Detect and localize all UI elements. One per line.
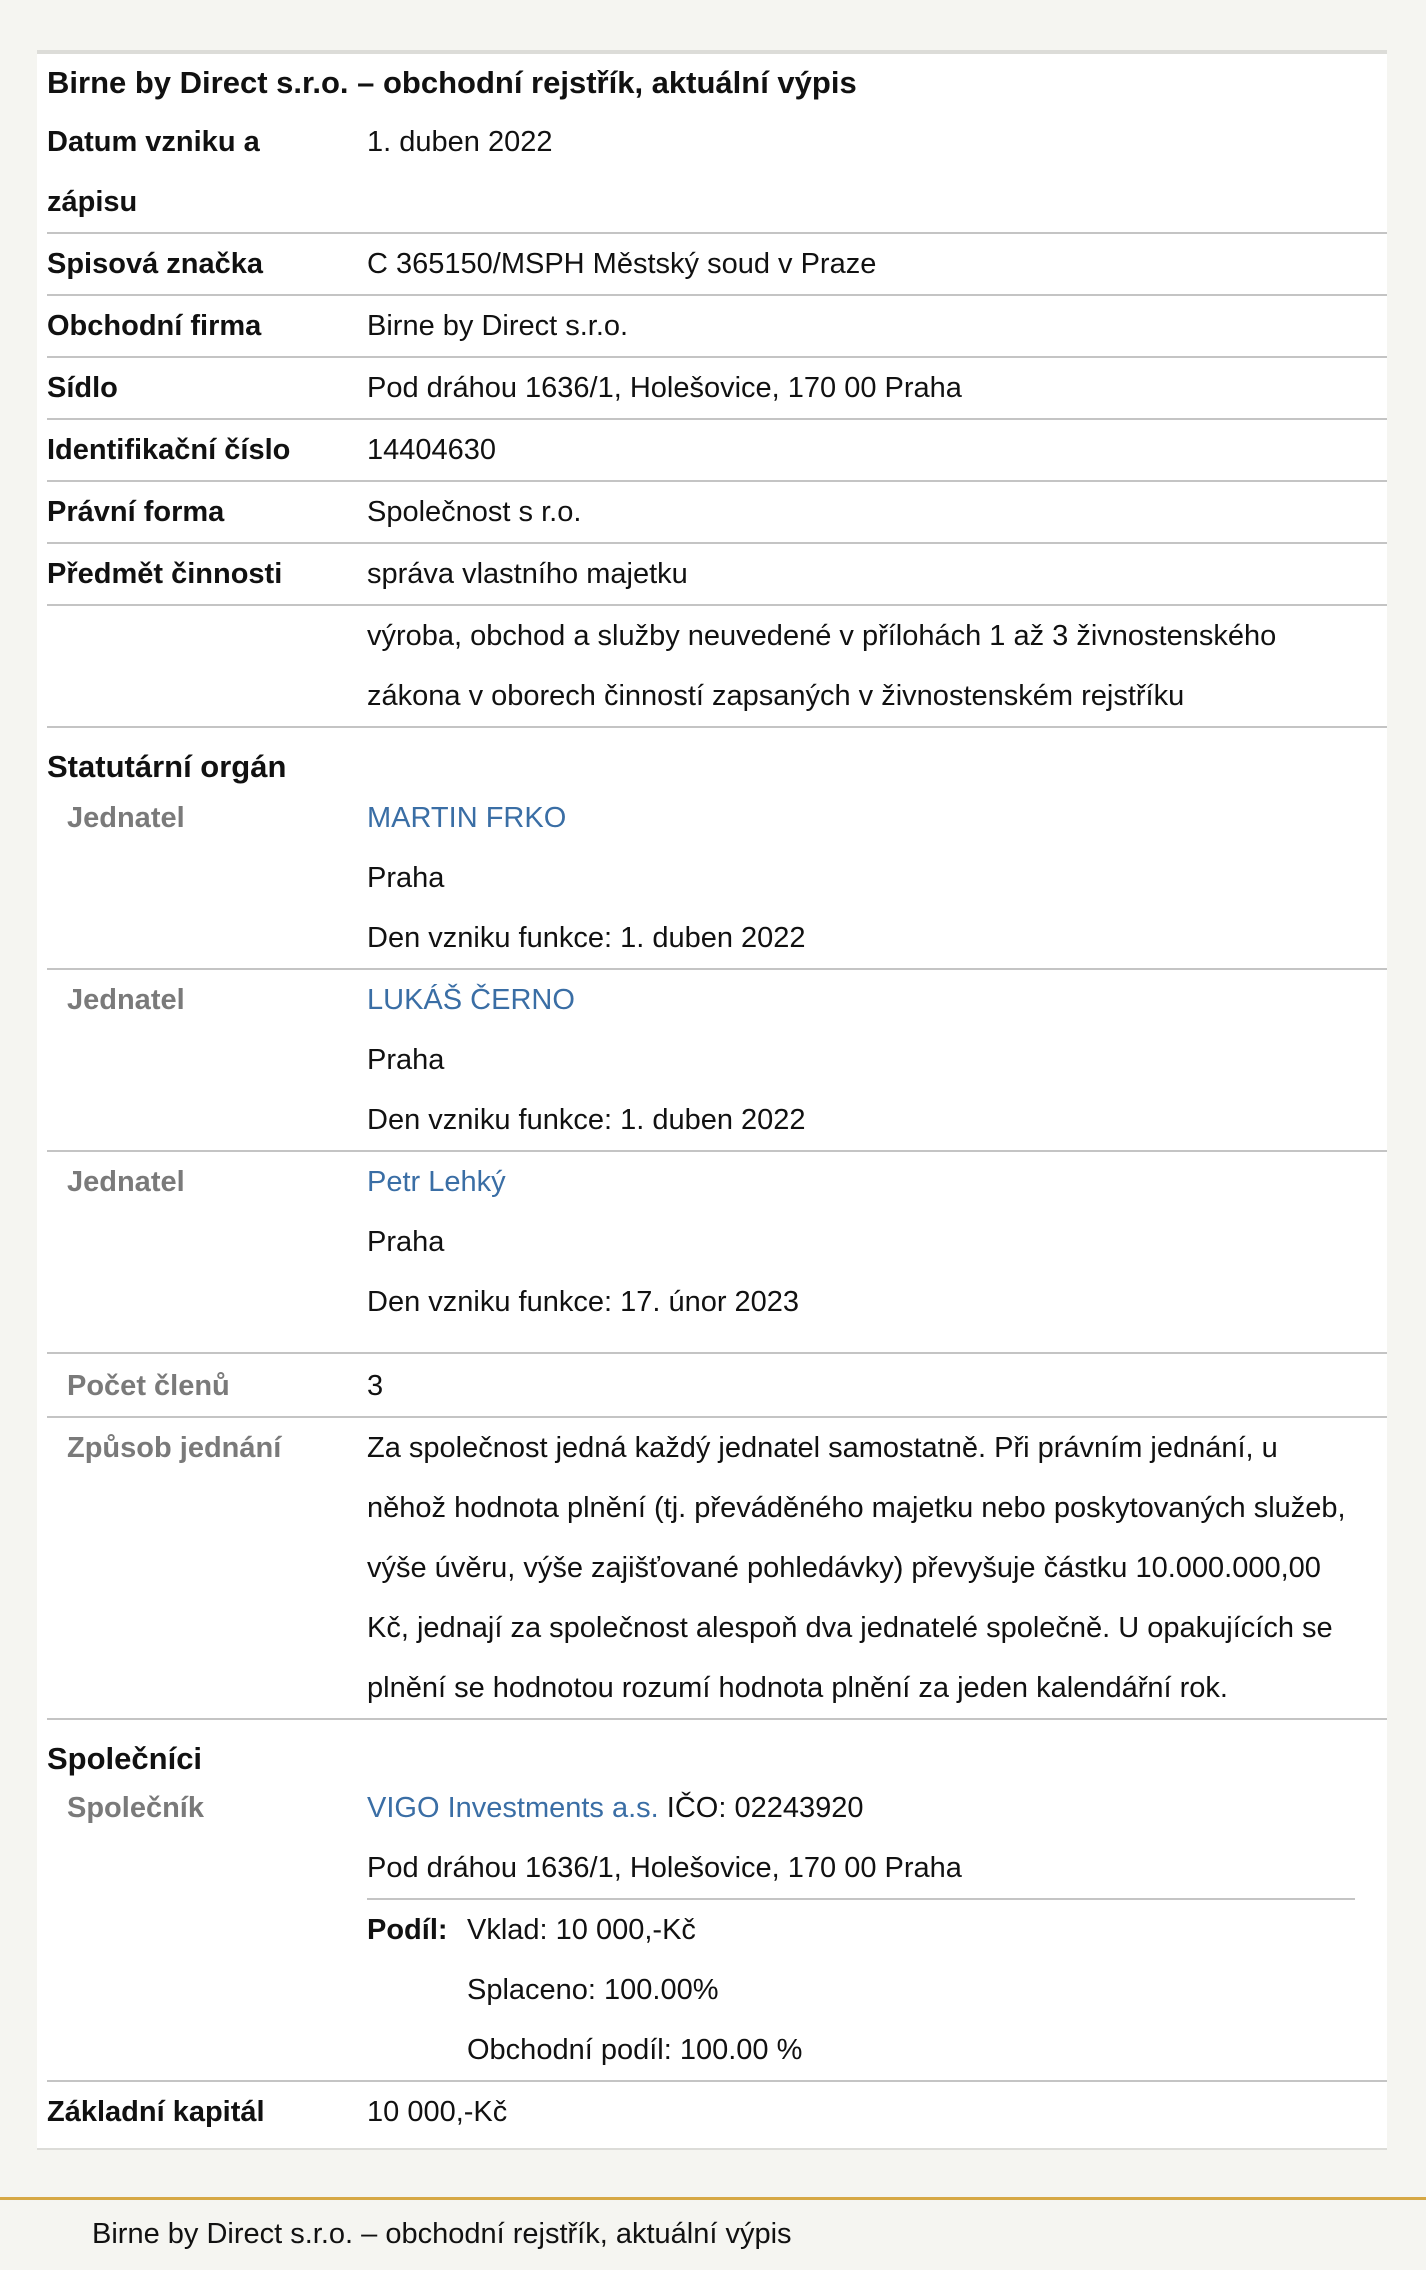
label-spisova-znacka: Spisová značka: [47, 248, 263, 280]
statutory-member: [47, 788, 1387, 970]
value-ico: 14404630: [367, 434, 497, 466]
label-obchodni-firma: Obchodní firma: [47, 310, 262, 342]
label-zakladni-kapital: Základní kapitál: [47, 2096, 265, 2128]
value-pravni-forma: Společnost s r.o.: [367, 496, 582, 528]
label-pravni-forma: Právní forma: [47, 496, 225, 528]
member-role: Jednatel: [67, 984, 185, 1016]
value-spisova-znacka: C 365150/MSPH Městský soud v Praze: [367, 248, 877, 280]
member-since: Den vzniku funkce: 17. únor 2023: [367, 1286, 800, 1318]
member-city: Praha: [367, 1044, 445, 1076]
row-zakladni-kapital: [47, 2082, 1387, 2142]
section-statutarni-organ: Statutární orgán: [47, 749, 287, 784]
value-obchodni-firma: Birne by Direct s.r.o.: [367, 310, 629, 342]
label-datum-vzniku: Datum vzniku a zápisu: [47, 126, 260, 218]
label-predmet-cinnosti: Předmět činnosti: [47, 558, 283, 590]
row-sidlo: [47, 358, 1387, 420]
row-spolecnik: [47, 1778, 1387, 2082]
label-zpusob-jednani: Způsob jednání: [67, 1432, 282, 1464]
footer-divider: [0, 2197, 1426, 2200]
member-since: Den vzniku funkce: 1. duben 2022: [367, 922, 806, 954]
partner-share: [367, 1898, 1355, 2080]
share-splaceno: Splaceno: 100.00%: [467, 1974, 719, 2006]
label-pocet-clenu: Počet členů: [67, 1370, 230, 1402]
label-ico: Identifikační číslo: [47, 434, 291, 466]
register-extract-card: [37, 50, 1387, 2150]
row-predmet-cinnosti: [47, 544, 1387, 606]
member-city: Praha: [367, 1226, 445, 1258]
row-obchodni-firma: [47, 296, 1387, 358]
row-pocet-clenu: [47, 1354, 1387, 1418]
row-pravni-forma: [47, 482, 1387, 544]
member-name-link[interactable]: LUKÁŠ ČERNO: [367, 984, 575, 1016]
share-label: Podíl:: [367, 1914, 448, 1946]
partner-address: Pod dráhou 1636/1, Holešovice, 170 00 Praha: [367, 1852, 962, 1884]
value-pocet-clenu: 3: [367, 1370, 384, 1402]
member-city: Praha: [367, 862, 445, 894]
row-zpusob-jednani: [47, 1418, 1387, 1720]
value-sidlo: Pod dráhou 1636/1, Holešovice, 170 00 Praha: [367, 372, 962, 404]
label-spolecnik: Společník: [67, 1792, 204, 1824]
value-datum-vzniku: 1. duben 2022: [367, 126, 553, 158]
row-datum-vzniku: [47, 112, 1387, 234]
statutory-member: [47, 1152, 1387, 1354]
value-predmet-2: výroba, obchod a služby neuvedené v přílohách 1 až 3 živnostenského zákona v oborech činností zapsaných v živnostenském rejstříku: [367, 620, 1277, 712]
member-role: Jednatel: [67, 802, 185, 834]
page-title: Birne by Direct s.r.o. – obchodní rejstřík, aktuální výpis: [47, 65, 857, 100]
member-since: Den vzniku funkce: 1. duben 2022: [367, 1104, 806, 1136]
share-vklad: Vklad: 10 000,-Kč: [467, 1914, 696, 1946]
value-predmet-1: správa vlastního majetku: [367, 558, 688, 590]
row-predmet-cinnosti-2: [47, 606, 1387, 728]
partner-ico: IČO: 02243920: [666, 1792, 864, 1824]
footer-text: Birne by Direct s.r.o. – obchodní rejstřík, aktuální výpis: [92, 2218, 792, 2250]
section-spolecnici: Společníci: [47, 1741, 203, 1776]
label-sidlo: Sídlo: [47, 372, 118, 404]
member-name-link[interactable]: MARTIN FRKO: [367, 802, 567, 834]
member-role: Jednatel: [67, 1166, 185, 1198]
row-ico: [47, 420, 1387, 482]
value-zakladni-kapital: 10 000,-Kč: [367, 2096, 508, 2128]
partner-name-link[interactable]: VIGO Investments a.s.: [367, 1792, 659, 1824]
statutory-member: [47, 970, 1387, 1152]
value-zpusob-jednani: Za společnost jedná každý jednatel samostatně. Při právním jednání, u něhož hodnota plnění (tj. převáděného majetku nebo poskytovaných služeb, výše úvěru, výše zajišťované pohledávky) převyšuje částku 10.000.000,00 Kč, jednají za společnost alespoň dva jednatelé společně. U opakujících se plnění se hodnotou rozumí hodnota plnění za jeden kalendářní rok.: [367, 1432, 1346, 1704]
member-name-link[interactable]: Petr Lehký: [367, 1166, 506, 1198]
row-spisova-znacka: [47, 234, 1387, 296]
share-obchodni-podil: Obchodní podíl: 100.00 %: [467, 2034, 803, 2066]
